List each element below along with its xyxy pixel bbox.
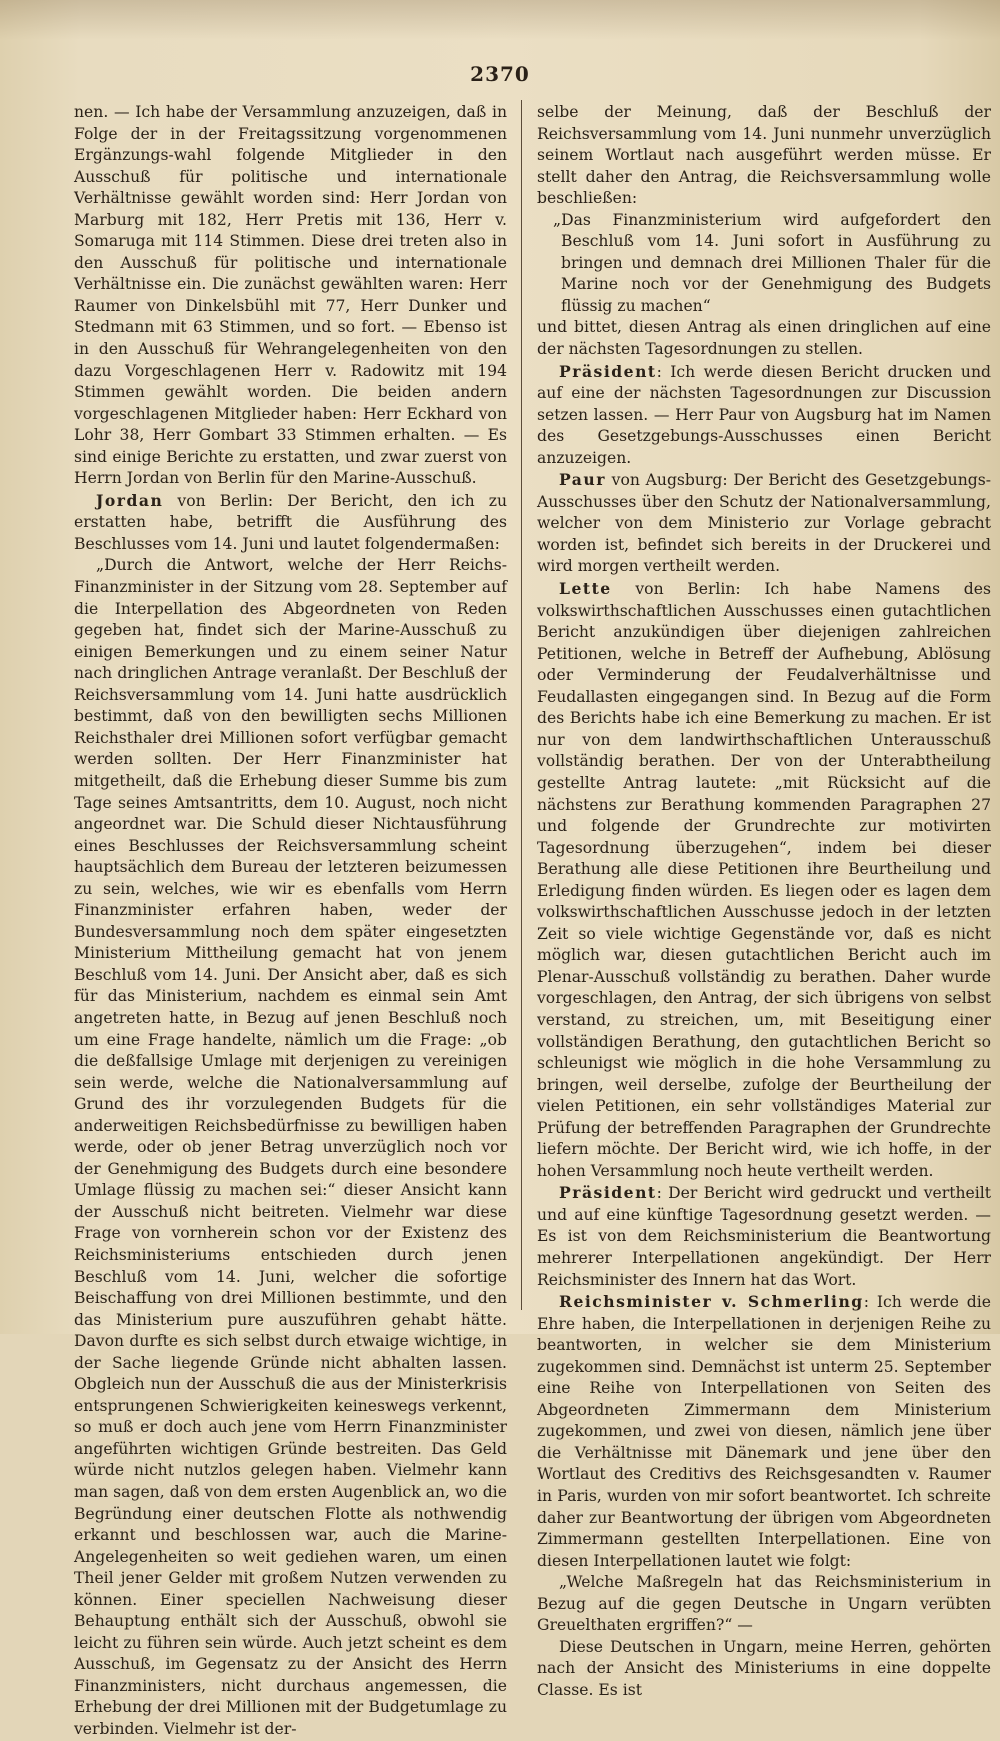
paragraph-text: : Ich werde diesen Bericht drucken und auf eine der nächsten Tagesordnungen zur Discussion setzen lassen. — Herr Paur von Augsburg hat im Namen des Gesetzgebungs-Ausschusses einen Bericht anzuzeigen. [537,362,991,467]
paragraph-text: und bittet, diesen Antrag als einen dringlichen auf eine der nächsten Tagesordnungen zu stellen. [537,318,991,359]
speaker-name: Präsident [559,1183,657,1203]
paragraph-text: nen. — Ich habe der Versammlung anzuzeigen, daß in Folge der in der Freitagssitzung vorgenommenen Ergänzungs-wahl folgende Mitglieder in den Ausschuß für politische und internationale Verhältnisse gewählt worden sind: Herr Jordan von Marburg mit 182, Herr Pretis mit 136, Herr v. Somaruga mit 114 Stimmen. Diese drei treten also in den Ausschuß für politische und internationale Verhältnisse ein. Die zunächst gewählten waren: Herr Raumer von Dinkelsbühl mit 77, Herr Dunker und Stedmann mit 63 Stimmen, und so fort. — Ebenso ist in den Ausschuß für Wehrangelegenheiten von den dazu Vorgeschlagenen Herr v. Radowitz mit 194 Stimmen gewählt worden. Die beiden andern vorgeschlagenen Mitglieder haben: Herr Eckhard von Lohr 38, Herr Gombart 33 Stimmen erhalten. — Es sind einige Berichte zu erstatten, und zwar zuerst von Herrn Jordan von Berlin für den Marine-Ausschuß. [74,103,507,488]
paragraph [537,1572,991,1637]
paragraph [537,361,991,470]
paragraph [537,578,991,1182]
paragraph-text: von Berlin: Ich habe Namens des volkswirthschaftlichen Ausschusses einen gutachtlichen Bericht anzukündigen über diejenigen zahlreichen Petitionen, welche in Betreff der Aufhebung, Ablösung oder Verminderung der Feudalverhältnisse und Feudallasten eingegangen sind. In Bezug auf die Form des Berichts habe ich eine Bemerkung zu machen. Er ist nur von dem landwirthschaftlichen Unterausschuß vollständig berathen. Der von der Unterabtheilung gestellte Antrag lautete: „mit Rücksicht auf die nächstens zur Berathung kommenden Paragraphen 27 und folgende der Grundrechte zur motivirten Tagesordnung überzugehen“, indem bei dieser Berathung alle diese Petitionen ihre Beurtheilung und Erledigung finden würden. Es liegen oder es lagen dem volkswirthschaftlichen Ausschusse jedoch in der letzten Zeit so viele wichtige Gegenstände vor, daß es nicht möglich war, diesen gutachtlichen Bericht auch im Plenar-Ausschuß vollständig zu berathen. Daher wurde vorgeschlagen, den Antrag, der sich übrigens von selbst verstand, zu streichen, um, mit Beseitigung einer vollständigen Berathung, den gutachtlichen Bericht so schleunigst wie möglich in die hohe Versammlung zu bringen, weil derselbe, zufolge der Beurtheilung der vielen Petitionen, ein sehr vollständiges Material zur Prüfung der betreffenden Paragraphen der Grundrechte liefern möchte. Der Bericht wird, wie ich hoffe, in der hohen Versammlung noch heute vertheilt werden. [537,580,991,1180]
paragraph-text: „Durch die Antwort, welche der Herr Reichs-Finanzminister in der Sitzung vom 28. September auf die Interpellation des Abgeordneten von Reden gegeben hat, findet sich der Marine-Ausschuß zu einigen Bemerkungen und zu einem seiner Natur nach dringlichen Antrage veranlaßt. Der Beschluß der Reichsversammlung vom 14. Juni hatte ausdrücklich bestimmt, daß von den bewilligten sechs Millionen Reichsthaler drei Millionen sofort verfügbar gemacht werden sollten. Der Herr Finanzminister hat mitgetheilt, daß die Erhebung dieser Summe bis zum Tage seines Amtsantritts, dem 10. August, noch nicht angeordnet war. Die Schuld dieser Nichtausführung eines Beschlusses der Reichsversammlung scheint hauptsächlich dem Bureau der letzteren beizumessen zu sein, welches, wie wir es ebenfalls vom Herrn Finanzminister erfahren haben, weder der Bundesversammlung noch dem später eingesetzten Ministerium Mittheilung gemacht hat von jenem Beschluß vom 14. Juni. Der Ansicht aber, daß es sich für das Ministerium, nachdem es einmal sein Amt angetreten hatte, in Bezug auf jenen Beschluß noch um eine Frage handelte, nämlich um die Frage: „ob die deßfallsige Umlage mit derjenigen zu vereinigen sein werde, welche die Nationalversammlung auf Grund des ihr vorzulegenden Budgets für die anderweitigen Reichsbedürfnisse zu bewilligen haben werde, oder ob jener Betrag unverzüglich noch vor der Genehmigung des Budgets durch eine besondere Umlage flüssig zu machen sei:“ dieser Ansicht kann der Ausschuß nicht beitreten. Vielmehr war diese Frage von vornherein schon vor der Existenz des Reichsministeriums entschieden durch jenen Beschluß vom 14. Juni, welcher die sofortige Beischaffung von drei Millionen bestimmte, und den das Ministerium pure auszuführen gehabt hätte. Davon durfte es sich selbst durch etwaige wichtige, in der Sache liegende Gründe nicht abhalten lassen. Obgleich nun der Ausschuß die aus der Ministerkrisis entsprungenen Schwierigkeiten keineswegs verkennt, so muß er doch auch jene vom Herrn Finanzminister angeführten wichtigen Gründe bestreiten. Das Geld würde nicht nutzlos gelegen haben. Vielmehr kann man sagen, daß von dem ersten Augenblick an, wo die Begründung einer deutschen Flotte als nothwendig erkannt und beschlossen war, auch die Marine-Angelegenheiten so weit gediehen waren, um einen Theil jener Gelder mit großem Nutzen verwenden zu können. Einer speciellen Nachweisung dieser Behauptung enthält sich der Ausschuß, obwohl sie leicht zu führen sein würde. Auch jetzt scheint es dem Ausschuß, im Gegensatz zu der Ansicht des Herrn Finanzministers, nicht durchaus angemessen, die Erhebung der drei Millionen mit der Budgetumlage zu verbinden. Vielmehr ist der- [74,556,507,1739]
page-number: 2370 [470,62,530,86]
paragraph-text: „Das Finanzministerium wird aufgefordert den Beschluß vom 14. Juni sofort in Ausführung zu bringen und demnach drei Millionen Thaler für die Marine noch vor der Genehmigung des Budgets flüssig zu machen“ [553,210,991,315]
right-column [537,102,991,1699]
paragraph [537,102,991,210]
paragraph-text: Diese Deutschen in Ungarn, meine Herren, gehörten nach der Ansicht des Ministeriums in eine doppelte Classe. Es ist [537,1637,991,1699]
paragraph-text: „Welche Maßregeln hat das Reichsministerium in Bezug auf die gegen Deutsche in Ungarn verübten Greuelthaten ergriffen?“ — [537,1573,991,1635]
paragraph [537,210,991,318]
column-divider [521,100,522,1310]
speaker-name: Reichsminister v. Schmerling [559,1292,864,1312]
scan-shadow [0,0,1000,40]
paragraph-text: von Augsburg: Der Bericht des Gesetzgebungs-Ausschusses über den Schutz der Nationalversammlung, welcher von dem Ministerio zur Vorlage gebracht worden ist, befindet sich bereits in der Druckerei und wird morgen vertheilt werden. [537,471,991,576]
paragraph [74,555,507,1740]
paragraph [537,1182,991,1291]
paragraph-text: selbe der Meinung, daß der Beschluß der Reichsversammlung vom 14. Juni nunmehr unverzüglich seinem Wortlaut nach ausgeführt werden müsse. Er stellt daher den Antrag, die Reichsversammlung wolle beschließen: [537,103,991,208]
speaker-name: Lette [559,579,612,599]
paragraph [537,469,991,578]
paragraph-text: : Der Bericht wird gedruckt und vertheilt und auf eine künftige Tagesordnung gesetzt werden. — Es ist von dem Reichsministerium die Beantwortung mehrerer Interpellationen angekündigt. Der Herr Reichsminister des Innern hat das Wort. [537,1184,991,1289]
speaker-name: Präsident [559,361,657,381]
paragraph-text: von Berlin: Der Bericht, den ich zu erstatten habe, betrifft die Ausführung des Beschlusses vom 14. Juni und lautet folgendermaßen: [74,491,507,553]
paragraph [537,1291,991,1572]
speaker-name: Jordan [96,490,164,510]
speaker-name: Paur [559,470,606,490]
left-column [74,102,507,1739]
paragraph [537,317,991,360]
paragraph [537,1637,991,1702]
paragraph-text: : Ich werde die Ehre haben, die Interpellationen in derjenigen Reihe zu beantworten, in welcher sie dem Ministerium zugekommen sind. Demnächst ist unterm 25. September eine Reihe von Interpellationen von Seiten des Abgeordneten Zimmermann dem Ministerium zugekommen, und zwei von diesen, nämlich jene über die Verhältnisse mit Dänemark und jene über den Wortlaut des Creditivs des Reichsgesandten v. Raumer in Paris, wurden von mir sofort beantwortet. Ich schreite daher zur Beantwortung der übrigen vom Abgeordneten Zimmermann gestellten Interpellationen. Eine von diesen Interpellationen lautet wie folgt: [537,1293,991,1570]
paragraph [74,102,507,490]
paragraph [74,490,507,556]
